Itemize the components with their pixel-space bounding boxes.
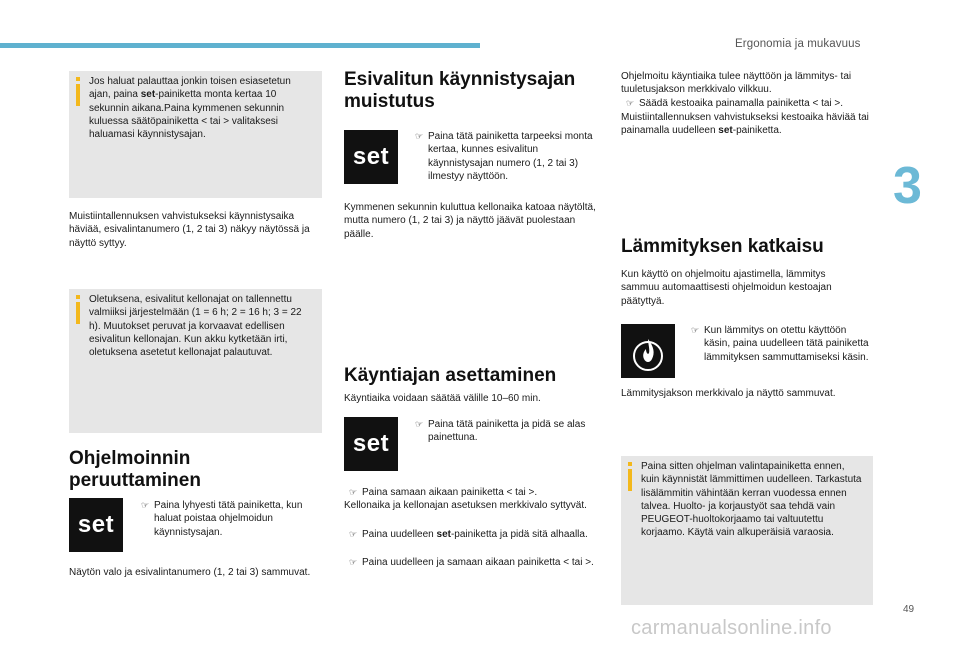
info-text: Jos haluat palauttaa jonkin toisen esiasetetun ajan, paina set-painiketta monta kertaa 10 sekunnin aikana.Paina kymmenen sekunnin kuluessa säätöpainiketta < tai > valitaksesi haluamasi käynnistysajan. bbox=[89, 76, 291, 141]
heading-heating-stop: Lämmityksen katkaisu bbox=[621, 236, 824, 257]
section-title: Ergonomia ja mukavuus bbox=[735, 38, 861, 50]
arrow-icon: ☞ bbox=[626, 98, 635, 108]
arrow-icon: ☞ bbox=[349, 557, 358, 567]
arrow-icon: ☞ bbox=[349, 487, 358, 497]
info-text: Oletuksena, esivalitut kellonajat on tallennettu valmiiksi järjestelmään (1 = 6 h; 2 = 16 h; 3 = 22 h). Muutokset peruvat ja korvaavat edellisen esivalitun kellonajan. Kun akku kytketään irti, oletuksena asetetut kellonajat palautuvat. bbox=[89, 294, 302, 359]
paragraph-confirmation: Muistiintallennuksen vahvistukseksi käynnistysaika häviää, esivalintanumero (1, 2 tai 3) näkyy näytössä ja näyttö syttyy. bbox=[69, 211, 310, 249]
heading-cancel-programming: Ohjelmoinnin peruuttaminen bbox=[69, 448, 201, 491]
paragraph-display-off: Näytön valo ja esivalintanumero (1, 2 tai 3) sammuvat. bbox=[69, 567, 311, 578]
info-icon bbox=[76, 77, 84, 107]
bullet-press-set-again: ☞ Paina uudelleen set-painiketta ja pidä sitä alhaalla. bbox=[349, 529, 588, 540]
chapter-number: 3 bbox=[893, 157, 922, 215]
bullet-press-arrows-again: ☞ Paina uudelleen ja samaan aikaan painiketta < tai >. bbox=[349, 557, 594, 568]
arrow-icon: ☞ bbox=[141, 500, 150, 510]
arrow-icon: ☞ bbox=[415, 419, 424, 429]
header-accent-bar bbox=[0, 43, 480, 48]
heading-set-run-time: Käyntiajan asettaminen bbox=[344, 365, 557, 386]
set-button-icon: set bbox=[344, 130, 398, 184]
watermark: carmanualsonline.info bbox=[631, 617, 832, 639]
heading-preset-reminder: Esivalitun käynnistysajan muistutus bbox=[344, 69, 576, 112]
bullet-press-arrows: ☞ Paina samaan aikaan painiketta < tai >. bbox=[349, 487, 538, 498]
bullet-hold-button: ☞ Paina tätä painiketta ja pidä se alas painettuna. bbox=[415, 419, 586, 444]
bullet-manual-stop: ☞ Kun lämmitys on otettu käyttöön käsin, paina uudelleen tätä painiketta lämmityksen sammuttamiseksi käsin. bbox=[691, 325, 869, 363]
info-box-restore-time bbox=[69, 71, 322, 198]
info-icon bbox=[628, 462, 636, 492]
set-button-icon: set bbox=[344, 417, 398, 471]
info-box-maintenance bbox=[621, 456, 873, 605]
paragraph-duration-confirm: Muistiintallennuksen vahvistukseksi kestoaika häviää tai painamalla uudelleen set-painiketta. bbox=[621, 112, 869, 137]
heater-button-icon bbox=[621, 324, 675, 378]
paragraph-run-range: Käyntiaika voidaan säätää välille 10–60 min. bbox=[344, 393, 541, 404]
arrow-icon: ☞ bbox=[691, 325, 700, 335]
page-number: 49 bbox=[903, 604, 915, 615]
bullet-adjust-duration: ☞ Säädä kestoaika painamalla painiketta < tai >. bbox=[626, 98, 844, 109]
paragraph-time-disappears: Kymmenen sekunnin kuluttua kellonaika katoaa näytöltä, mutta numero (1, 2 tai 3) ja näyttö jäävät puolestaan päälle. bbox=[344, 202, 596, 240]
paragraph-programmed-time: Ohjelmoitu käyntiaika tulee näyttöön ja lämmitys- tai tuuletusjakson merkkivalo vilkkuu. bbox=[621, 71, 852, 96]
paragraph-clock-indicator: Kellonaika ja kellonajan asetuksen merkkivalo syttyvät. bbox=[344, 500, 587, 511]
info-icon bbox=[76, 295, 84, 325]
flame-icon bbox=[631, 329, 665, 373]
bullet-cancel: ☞ Paina lyhyesti tätä painiketta, kun haluat poistaa ohjelmoidun käynnistysajan. bbox=[141, 500, 303, 538]
bullet-show-preset: ☞ Paina tätä painiketta tarpeeksi monta kertaa, kunnes esivalitun käynnistysajan numero (1, 2 tai 3) ilmestyy näyttöön. bbox=[415, 131, 593, 182]
paragraph-auto-stop: Kun käyttö on ohjelmoitu ajastimella, lämmitys sammuu automaattisesti ohjelmoidun kestoajan päätyttyä. bbox=[621, 269, 832, 307]
paragraph-indicator-off: Lämmitysjakson merkkivalo ja näyttö sammuvat. bbox=[621, 388, 836, 399]
info-text: Paina sitten ohjelman valintapainiketta ennen, kuin käynnistät lämmittimen uudelleen. Tarkastuta lisälämmitin vähintään kerran vuodessa ennen talvea. Huolto- ja korjaustyöt saa tehdä vain PEUGEOT-huoltokorjaamo tai valtuutettu korjaamo. Käytä vain alkuperäisiä varaosia. bbox=[641, 461, 862, 539]
set-button-icon: set bbox=[69, 498, 123, 552]
arrow-icon: ☞ bbox=[415, 131, 424, 141]
arrow-icon: ☞ bbox=[349, 529, 358, 539]
info-box-defaults bbox=[69, 289, 322, 433]
